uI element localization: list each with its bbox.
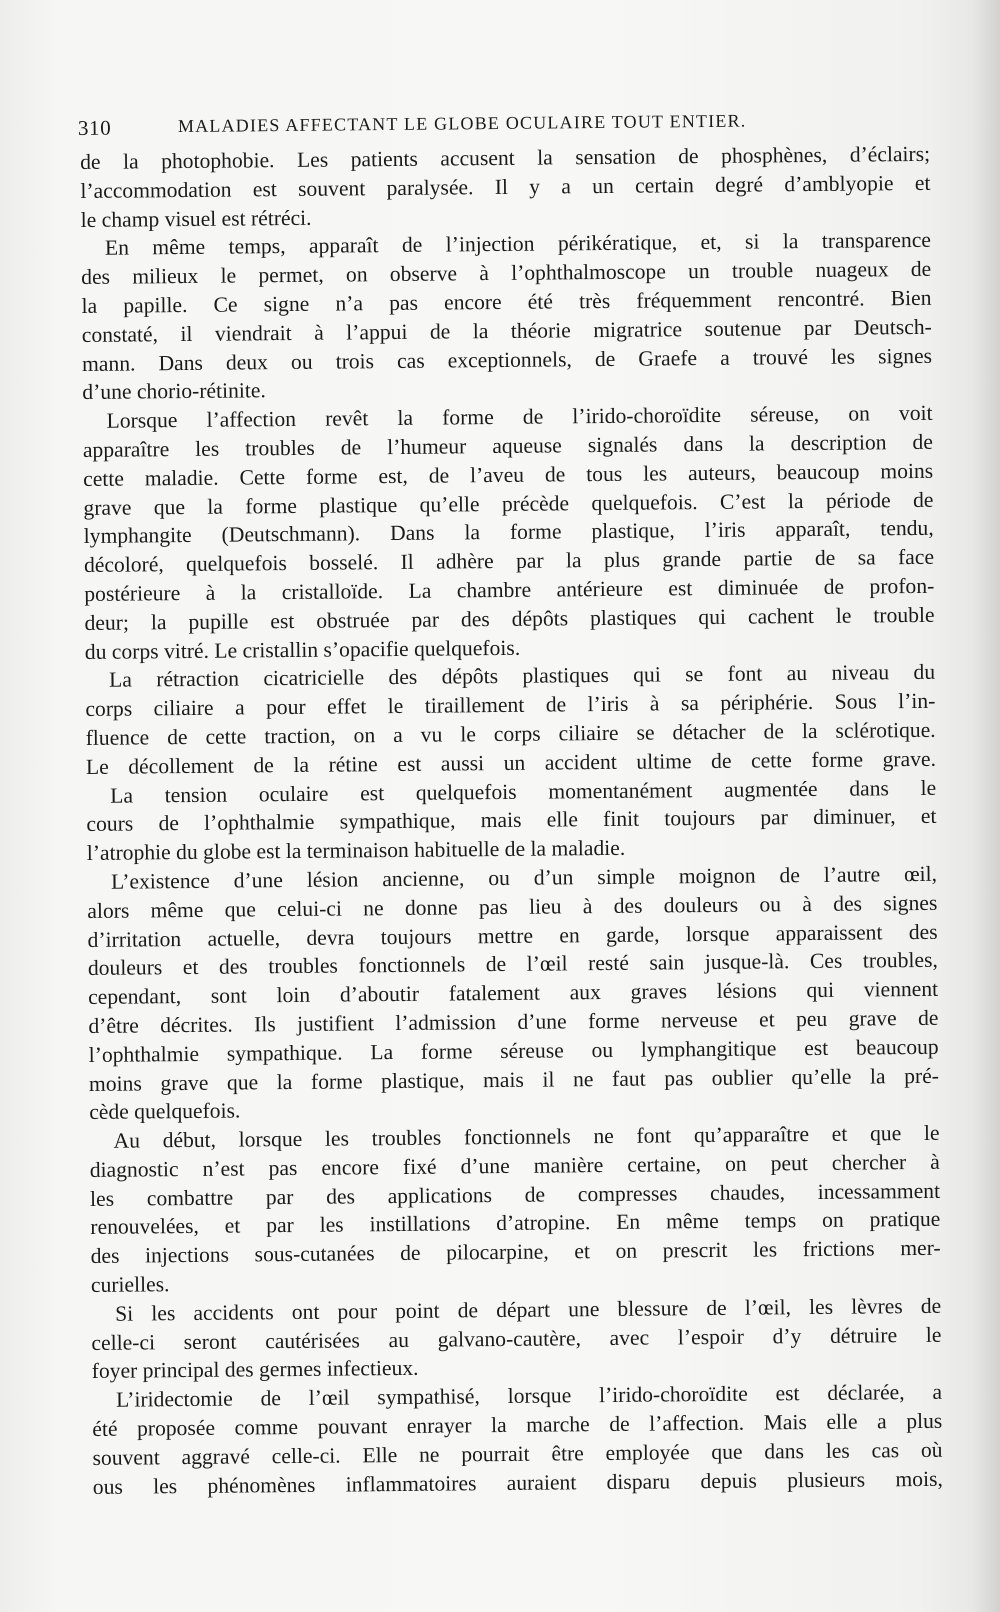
text-line: corps ciliaire a pour effet le tiraillement de l’iris à sa périphérie. Sous l’in- bbox=[85, 688, 936, 722]
text-line: En même temps, apparaît de l’injection périkératique, et, si la transparence bbox=[104, 228, 932, 261]
text-line: du corps vitré. Le cristallin s’opacifie quelquefois. bbox=[84, 635, 521, 664]
text-line: l’accommodation est souvent paralysée. Il y a un certain degré d’amblyopie et bbox=[80, 170, 931, 203]
text-line: Le décollement de la rétine est aussi un accident ultime de cette forme grave. bbox=[85, 746, 937, 779]
text-line: de la photophobie. Les patients accusent la sensation de phosphènes, d’éclairs; bbox=[80, 141, 931, 174]
text-line: douleurs et des troubles fonctionnels de l’œil resté sain jusque-là. Ces troubles, bbox=[87, 948, 938, 981]
running-title: MALADIES AFFECTANT LE GLOBE OCULAIRE TOUT ENTIER. bbox=[177, 110, 747, 137]
text-line: décoloré, quelquefois bosselé. Il adhère par la plus grande partie de sa face bbox=[83, 544, 935, 578]
text-line: Au début, lorsque les troubles fonctionnels ne font qu’apparaître et que le bbox=[113, 1120, 940, 1153]
text-line: lymphangite (Deutschmann). Dans la forme plastique, l’iris apparaît, tendu, bbox=[83, 516, 934, 549]
text-line: deur; la pupille est obstruée par des dépôts plastiques qui cachent le trouble bbox=[84, 602, 935, 635]
text-line: d’une chorio-rétinite. bbox=[82, 378, 266, 405]
text-line: L’iridectomie de l’œil sympathisé, lorsque l’irido-choroïdite est déclarée, a bbox=[115, 1380, 943, 1412]
page-number: 310 bbox=[77, 115, 112, 140]
text-line: L’existence d’une lésion ancienne, ou d’un simple moignon de l’autre œil, bbox=[110, 861, 938, 894]
text-line: mann. Dans deux ou trois cas exceptionnels, de Graefe a trouvé les signes bbox=[81, 343, 933, 376]
text-line: grave que la forme plastique qu’elle précède quelquefois. C’est la période de bbox=[83, 487, 934, 520]
text-line: les combattre par des applications de compresses chaudes, incessamment bbox=[89, 1178, 941, 1211]
text-line: ous les phénomènes inflammatoires auraient disparu depuis plusieurs mois, bbox=[92, 1466, 943, 1499]
text-line: cours de l’ophthalmie sympathique, mais elle finit toujours par diminuer, et bbox=[86, 804, 937, 837]
text-line: d’être décrites. Ils justifient l’admission d’une forme nerveuse et peu grave de bbox=[88, 1005, 939, 1038]
text-line: celle-ci seront cautérisées au galvano-cautère, avec l’espoir d’y détruire le bbox=[91, 1322, 942, 1355]
text-line: Si les accidents ont pour point de départ une blessure de l’œil, les lèvres de bbox=[115, 1293, 942, 1326]
text-line: été proposée comme pouvant enrayer la marche de l’affection. Mais elle a plus bbox=[92, 1408, 943, 1442]
text-line: des injections sous-cutanées de pilocarpine, et on prescrit les frictions mer- bbox=[90, 1236, 941, 1269]
text-line: cède quelquefois. bbox=[89, 1098, 241, 1125]
text-line: La rétraction cicatricielle des dépôts plastiques qui se font au niveau du bbox=[108, 660, 936, 693]
text-line: foyer principal des germes infectieux. bbox=[91, 1356, 419, 1384]
text-line: cependant, sont loin d’aboutir fatalement aux graves lésions qui viennent bbox=[88, 976, 939, 1010]
text-line: cette maladie. Cette forme est, de l’aveu de tous les auteurs, beaucoup moins bbox=[83, 458, 934, 491]
text-line: alors même que celui-ci ne donne pas lieu à des douleurs ou à des signes bbox=[87, 890, 938, 923]
text-line: souvent aggravé celle-ci. Elle ne pourrait être employée que dans les cas où bbox=[92, 1437, 943, 1470]
text-line: la papille. Ce signe n’a pas encore été très fréquemment rencontré. Bien bbox=[81, 285, 932, 318]
text-line: curielles. bbox=[90, 1272, 170, 1298]
text-line: renouvelées, et par les instillations d’atropine. En même temps on pratique bbox=[90, 1207, 941, 1240]
text-line: des milieux le permet, on observe à l’ophthalmoscope un trouble nuageux de bbox=[81, 257, 932, 290]
text-line: La tension oculaire est quelquefois momentanément augmentée dans le bbox=[110, 775, 937, 808]
text-line: constaté, il viendrait à l’appui de la théorie migratrice soutenue par Deutsch- bbox=[81, 314, 932, 347]
text-line: apparaître les troubles de l’humeur aqueuse signalés dans la description de bbox=[82, 429, 933, 462]
text-line: postérieure à la cristalloïde. La chambre antérieure est diminuée de profon- bbox=[84, 573, 935, 606]
text-line: l’atrophie du globe est la terminaison habituelle de la maladie. bbox=[86, 835, 626, 866]
text-line: moins grave que la forme plastique, mais il ne faut pas oublier qu’elle la pré- bbox=[88, 1063, 940, 1096]
text-line: l’ophthalmie sympathique. La forme séreuse ou lymphangitique est beaucoup bbox=[88, 1034, 939, 1067]
text-line: d’irritation actuelle, devra toujours mettre en garde, lorsque apparaissent des bbox=[87, 919, 938, 952]
text-line: fluence de cette traction, on a vu le corps ciliaire se détacher de la sclérotique. bbox=[85, 717, 936, 750]
text-line: diagnostic n’est pas encore fixé d’une manière certaine, on peut chercher à bbox=[89, 1149, 940, 1182]
body-text bbox=[80, 140, 943, 1502]
text-line: Lorsque l’affection revêt la forme de l’irido-choroïdite séreuse, on voit bbox=[106, 401, 933, 433]
page-edge-shadow bbox=[972, 0, 1000, 1612]
text-line: le champ visuel est rétréci. bbox=[80, 205, 312, 232]
